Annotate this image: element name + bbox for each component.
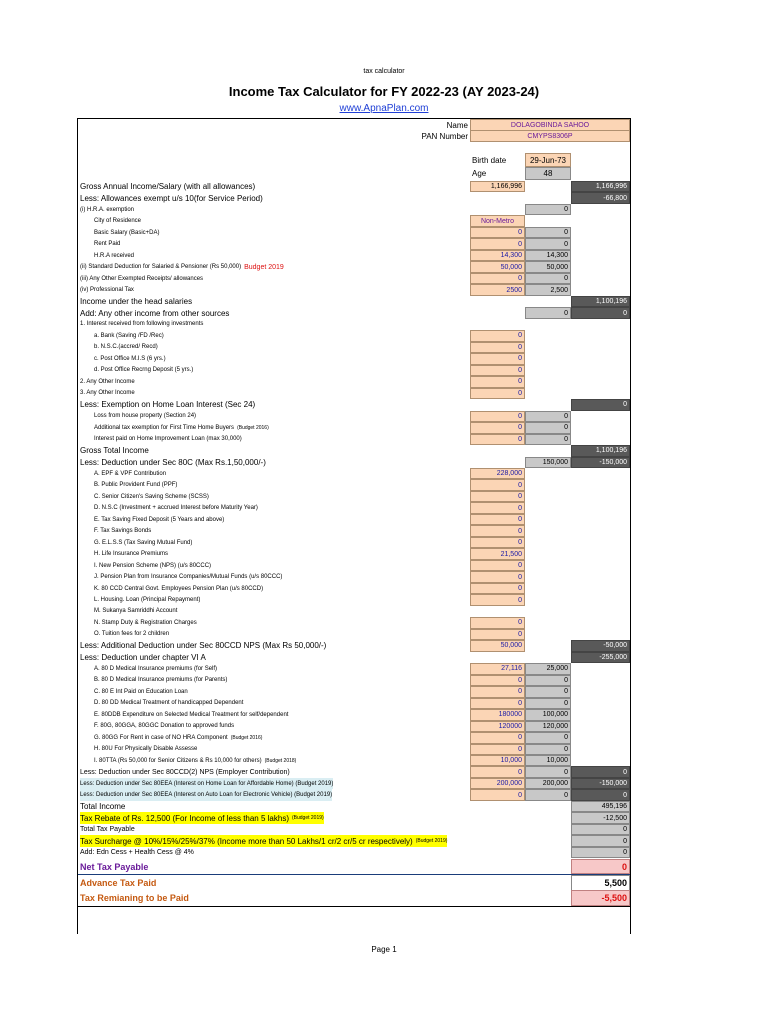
- computed-value: 1,100,196: [571, 296, 630, 307]
- row-label-text: C. Senior Citizen's Saving Scheme (SCSS): [94, 493, 209, 500]
- computed-value: 0: [525, 686, 571, 697]
- amount-input[interactable]: 0: [470, 411, 525, 422]
- computed-value: 150,000: [525, 457, 571, 468]
- table-row: [78, 789, 630, 800]
- row-label-text: d. Post Office Recrng Deposit (5 yrs.): [94, 367, 194, 374]
- computed-value: 0: [571, 399, 630, 410]
- row-label: [80, 847, 194, 858]
- row-label: [94, 353, 166, 364]
- row-label: [94, 560, 211, 571]
- computed-value: 100,000: [525, 709, 571, 720]
- row-label-text: I. 80TTA (Rs 50,000 for Senior Citizens & Rs 10,000 for others): [94, 757, 262, 764]
- budget-note: Budget 2019: [244, 263, 284, 271]
- amount-input[interactable]: 0: [470, 227, 525, 238]
- row-label-text: Tax Rebate of Rs. 12,500 (For Income of less than 5 lakhs): [80, 813, 289, 823]
- amount-input[interactable]: 0: [470, 479, 525, 490]
- table-row: [78, 824, 630, 835]
- budget-note: (Budget 2019): [292, 815, 324, 822]
- computed-value: 120,000: [525, 721, 571, 732]
- row-label: [80, 640, 326, 651]
- row-label: [94, 238, 120, 249]
- row-label: [80, 399, 255, 410]
- tax-calculator-sheet: [77, 118, 631, 934]
- row-label: [94, 250, 134, 261]
- table-row: [78, 284, 630, 295]
- table-row: [78, 686, 630, 697]
- computed-value: 0: [571, 847, 630, 858]
- row-label-text: C. 80 E Int Paid on Education Loan: [94, 688, 188, 695]
- computed-value: 0: [525, 789, 571, 800]
- row-label-text: F. Tax Savings Bonds: [94, 528, 152, 535]
- computed-value: 200,000: [525, 778, 571, 789]
- row-label: [80, 835, 447, 846]
- table-row: [78, 514, 630, 525]
- small-caption: tax calculator: [363, 68, 405, 75]
- row-label-text: City of Residence: [94, 218, 142, 225]
- table-row: [78, 319, 630, 330]
- row-label-text: (iii) Any Other Exempted Receipts/ allowances: [80, 275, 204, 282]
- table-row: [78, 445, 630, 456]
- row-label: [80, 284, 134, 295]
- table-row: [78, 744, 630, 755]
- computed-value: 0: [525, 307, 571, 318]
- table-row: [78, 342, 630, 353]
- row-label: [80, 192, 263, 203]
- row-label: [94, 434, 242, 445]
- computed-value: 0: [571, 307, 630, 318]
- row-label-text: L. Housing. Loan (Principal Repayment): [94, 597, 201, 603]
- pan-field[interactable]: CMYPS8306P: [470, 130, 630, 142]
- row-label: [94, 571, 282, 582]
- computed-value: -150,000: [571, 457, 630, 468]
- computed-value: 25,000: [525, 663, 571, 674]
- table-row: [78, 411, 630, 422]
- computed-value: 0: [571, 766, 630, 777]
- computed-value: 1,100,196: [571, 445, 630, 456]
- row-label: [80, 307, 229, 318]
- row-label-text: J. Pension Plan from Insurance Companies/Mutual Funds (u/s 80CCC): [94, 574, 283, 581]
- table-row: [78, 353, 630, 364]
- row-label-text: Additional tax exemption for First Time Home Buyers: [94, 424, 235, 431]
- table-row: [78, 801, 630, 812]
- table-row: [78, 181, 630, 192]
- table-row: [78, 238, 630, 249]
- row-label: [94, 342, 158, 353]
- row-label-text: A. EPF & VPF Contribution: [94, 470, 167, 477]
- computed-value: 0: [525, 238, 571, 249]
- amount-input[interactable]: 0: [470, 583, 525, 594]
- row-label-text: Interest paid on Home Improvement Loan (max 30,000): [94, 436, 242, 443]
- row-label-text: K. 80 CCD Central Govt. Employees Pension Plan (u/s 80CCD): [94, 585, 264, 592]
- row-label: [94, 479, 177, 490]
- budget-note: (Budget 2019): [415, 838, 448, 845]
- row-label-text: (i) H.R.A. exemption: [80, 206, 135, 213]
- amount-input[interactable]: 27,116: [470, 663, 525, 674]
- table-row: [78, 273, 630, 284]
- row-label-text: Basic Salary (Basic+DA): [94, 229, 160, 236]
- computed-value: -66,800: [571, 192, 630, 203]
- row-label: [94, 698, 243, 709]
- computed-value: 0: [571, 835, 630, 846]
- row-label-text: Total Income: [80, 802, 126, 812]
- pan-row: [78, 130, 630, 142]
- row-label: [94, 617, 197, 628]
- row-label: [94, 548, 168, 559]
- row-label: [80, 801, 125, 812]
- row-label: [80, 789, 332, 800]
- computed-value: 0: [525, 422, 571, 433]
- row-label-text: A. 80 D Medical Insurance premiums (for Self): [94, 665, 218, 672]
- row-label: [94, 594, 200, 605]
- summary-value: 0: [571, 859, 630, 874]
- table-row: [78, 617, 630, 628]
- table-row: [78, 296, 630, 307]
- row-label: [94, 411, 196, 422]
- row-label: [94, 755, 296, 766]
- table-row: [78, 261, 630, 272]
- summary-row: [78, 859, 630, 874]
- row-label-text: B. 80 D Medical Insurance premiums (for Parents): [94, 677, 228, 684]
- amount-input[interactable]: 0: [470, 502, 525, 513]
- amount-input[interactable]: 50,000: [470, 640, 525, 651]
- computed-value: 0: [525, 675, 571, 686]
- table-row: [78, 640, 630, 651]
- computed-value: 0: [525, 273, 571, 284]
- row-label: [80, 766, 290, 777]
- computed-value: -255,000: [571, 652, 630, 663]
- table-row: [78, 227, 630, 238]
- row-label: [80, 273, 203, 284]
- birth-date-field[interactable]: 29-Jun-73: [525, 153, 571, 167]
- name-label: Name: [446, 120, 468, 130]
- row-label: [94, 491, 209, 502]
- table-row: [78, 215, 630, 226]
- row-label: [80, 388, 135, 399]
- row-label-text: Gross Total Income: [80, 446, 149, 456]
- row-label-text: Add: Any other income from other sources: [80, 308, 230, 318]
- row-label-text: Total Tax Payable: [80, 826, 135, 834]
- table-row: [78, 491, 630, 502]
- table-row: [78, 652, 630, 663]
- table-row: [78, 560, 630, 571]
- row-label: [80, 778, 333, 789]
- amount-input[interactable]: 0: [470, 698, 525, 709]
- row-label: [94, 686, 188, 697]
- row-label: [94, 606, 177, 617]
- table-row: [78, 204, 630, 215]
- computed-value: 0: [571, 789, 630, 800]
- row-label: [80, 812, 324, 823]
- row-label-text: Less: Allowances exempt u/s 10(for Service Period): [80, 193, 263, 203]
- row-label-text: Less: Deduction under Sec 80CCD(2) NPS (Employer Contribution): [80, 768, 290, 776]
- row-label: [94, 502, 258, 513]
- table-row: [78, 675, 630, 686]
- row-label-text: Tax Surcharge @ 10%/15%/25%/37% (Income more than 50 Lakhs/1 cr/2 cr/5 cr respectively): [80, 836, 413, 846]
- row-label-text: 2. Any Other Income: [80, 378, 135, 385]
- amount-input[interactable]: 0: [470, 675, 525, 686]
- row-label-text: Loss from house property (Section 24): [94, 413, 197, 420]
- budget-note: (Budget 2016): [230, 734, 263, 741]
- amount-input[interactable]: 0: [470, 365, 525, 376]
- name-field[interactable]: DOLAGOBINDA SAHOO: [470, 119, 630, 131]
- row-label-text: Less: Additional Deduction under Sec 80CCD NPS (Max Rs 50,000/-): [80, 641, 327, 651]
- summary-row: [78, 890, 630, 907]
- table-row: [78, 502, 630, 513]
- row-label: [80, 261, 284, 272]
- row-label-text: G. E.L.S.S (Tax Saving Mutual Fund): [94, 539, 193, 546]
- summary-row: [78, 874, 630, 891]
- table-row: [78, 250, 630, 261]
- table-row: [78, 457, 630, 468]
- row-label-text: Gross Annual Income/Salary (with all allowances): [80, 182, 256, 192]
- amount-input[interactable]: 21,500: [470, 548, 525, 559]
- summary-label: Tax Remianing to be Paid: [80, 893, 189, 904]
- row-label-text: (iv) Professional Tax: [80, 287, 134, 294]
- row-label: [80, 181, 255, 192]
- row-label-text: Less: Deduction under chapter VI A: [80, 652, 206, 662]
- row-label: [80, 824, 135, 835]
- amount-input[interactable]: Non-Metro: [470, 215, 525, 226]
- row-label-text: H. 80U For Physically Disable Assesse: [94, 746, 198, 753]
- amount-input[interactable]: 0: [470, 629, 525, 640]
- table-row: [78, 835, 630, 846]
- amount-input[interactable]: 0: [470, 537, 525, 548]
- amount-input[interactable]: 0: [470, 342, 525, 353]
- table-row: [78, 721, 630, 732]
- computed-value: 14,300: [525, 250, 571, 261]
- row-label-text: H.R.A received: [94, 252, 135, 259]
- amount-input[interactable]: 200,000: [470, 778, 525, 789]
- row-label: [94, 468, 166, 479]
- row-label: [80, 652, 206, 663]
- amount-input[interactable]: 0: [470, 491, 525, 502]
- table-row: [78, 709, 630, 720]
- computed-value: 0: [525, 434, 571, 445]
- computed-value: -12,500: [571, 812, 630, 823]
- row-label-text: D. N.S.C (Investment + accrued Interest before Maturity Year): [94, 505, 258, 512]
- table-row: [78, 812, 630, 823]
- row-label: [94, 675, 227, 686]
- computed-value: 0: [525, 766, 571, 777]
- table-row: [78, 365, 630, 376]
- amount-input[interactable]: 0: [470, 238, 525, 249]
- amount-input[interactable]: 0: [470, 789, 525, 800]
- table-row: [78, 548, 630, 559]
- row-label: [80, 204, 134, 215]
- age-field: 48: [525, 167, 571, 180]
- row-label-text: Less: Deduction under Sec 80EEA (Interest on Auto Loan for Electronic Vehicle) (Budget 2019): [80, 792, 333, 799]
- amount-input[interactable]: 228,000: [470, 468, 525, 479]
- table-row: [78, 698, 630, 709]
- row-label-text: 3. Any Other Income: [80, 390, 135, 397]
- row-label-text: O. Tuition fees for 2 children: [94, 631, 170, 638]
- amount-input[interactable]: 0: [470, 514, 525, 525]
- row-label-text: 1. Interest received from following investments: [80, 321, 204, 328]
- amount-input[interactable]: 0: [470, 434, 525, 445]
- row-label-text: c. Post Office M.I.S (6 yrs.): [94, 355, 166, 362]
- amount-input[interactable]: 120000: [470, 721, 525, 732]
- computed-value: 0: [525, 744, 571, 755]
- row-label-text: Rent Paid: [94, 241, 121, 248]
- table-row: [78, 376, 630, 387]
- age-label: Age: [472, 169, 487, 178]
- table-row: [78, 629, 630, 640]
- row-label: [80, 296, 192, 307]
- amount-input[interactable]: 10,000: [470, 755, 525, 766]
- table-row: [78, 307, 630, 318]
- budget-note: (Budget 2016): [237, 424, 269, 431]
- row-label: [94, 732, 262, 743]
- row-label-text: Less: Deduction under Sec 80EEA (Interest on Home Loan for Affordable Home) (Budget 2019): [80, 780, 334, 787]
- age-row: [78, 167, 630, 180]
- row-label-text: (ii) Standard Deduction for Salaried & Pensioner (Rs 50,000): [80, 264, 242, 271]
- computed-value: 0: [525, 698, 571, 709]
- table-row: [78, 732, 630, 743]
- row-label: [94, 663, 217, 674]
- amount-input[interactable]: 0: [470, 273, 525, 284]
- advance-tax-input[interactable]: 5,500: [571, 875, 630, 891]
- row-label-text: D. 80 DD Medical Treatment of handicapped Dependent: [94, 700, 244, 707]
- table-row: [78, 847, 630, 858]
- row-label-text: B. Public Provident Fund (PPF): [94, 482, 178, 489]
- page-title: Income Tax Calculator for FY 2022-23 (AY 2023-24): [228, 84, 540, 99]
- table-row: [78, 434, 630, 445]
- computed-value: 0: [525, 411, 571, 422]
- computed-value: 50,000: [525, 261, 571, 272]
- computed-value: -50,000: [571, 640, 630, 651]
- row-label-text: Less: Exemption on Home Loan Interest (Sec 24): [80, 400, 256, 410]
- row-label: [80, 445, 149, 456]
- row-label: [94, 583, 263, 594]
- table-row: [78, 766, 630, 777]
- row-label: [94, 514, 224, 525]
- row-label: [80, 457, 266, 468]
- row-label-text: b. N.S.C.(accred/ Recd): [94, 344, 158, 351]
- amount-input[interactable]: 0: [470, 732, 525, 743]
- row-label: [94, 629, 169, 640]
- birth-row: [78, 153, 630, 167]
- amount-input[interactable]: 0: [470, 571, 525, 582]
- row-label: [94, 709, 288, 720]
- table-row: [78, 479, 630, 490]
- website-link[interactable]: www.ApnaPlan.com: [339, 103, 429, 114]
- table-row: [78, 778, 630, 789]
- table-row: [78, 330, 630, 341]
- row-label: [80, 319, 203, 330]
- computed-value: -150,000: [571, 778, 630, 789]
- table-row: [78, 192, 630, 203]
- computed-value: 1,166,996: [571, 181, 630, 192]
- row-label: [94, 215, 141, 226]
- amount-input[interactable]: 0: [470, 330, 525, 341]
- computed-value: 0: [571, 824, 630, 835]
- amount-input[interactable]: 180000: [470, 709, 525, 720]
- amount-input[interactable]: 0: [470, 388, 525, 399]
- table-row: [78, 399, 630, 410]
- row-label: [94, 365, 193, 376]
- amount-input[interactable]: 2500: [470, 284, 525, 295]
- amount-input[interactable]: 0: [470, 766, 525, 777]
- table-row: [78, 606, 630, 617]
- amount-input[interactable]: 0: [470, 422, 525, 433]
- row-label: [94, 227, 160, 238]
- row-label: [94, 537, 192, 548]
- row-label-text: M. Sukanya Samriddhi Account: [94, 608, 178, 615]
- row-label: [80, 376, 135, 387]
- table-row: [78, 583, 630, 594]
- table-row: [78, 755, 630, 766]
- table-row: [78, 663, 630, 674]
- row-label-text: N. Stamp Duty & Registration Charges: [94, 619, 197, 626]
- row-label-text: Add: Edn Cess + Health Cess @ 4%: [80, 849, 194, 857]
- row-label-text: F. 80G, 80GGA, 80GGC Donation to approved funds: [94, 723, 235, 730]
- table-row: [78, 594, 630, 605]
- amount-input[interactable]: 0: [470, 594, 525, 605]
- row-label-text: E. Tax Saving Fixed Deposit (5 Years and above): [94, 516, 225, 523]
- page-number: Page 1: [371, 945, 397, 954]
- table-row: [78, 468, 630, 479]
- row-label: [94, 330, 164, 341]
- amount-input[interactable]: 0: [470, 560, 525, 571]
- row-label-text: Income under the head salaries: [80, 297, 193, 307]
- amount-input[interactable]: 0: [470, 617, 525, 628]
- amount-input[interactable]: 50,000: [470, 261, 525, 272]
- table-row: [78, 388, 630, 399]
- amount-input[interactable]: 14,300: [470, 250, 525, 261]
- amount-input[interactable]: 0: [470, 376, 525, 387]
- computed-value: 495,196: [571, 801, 630, 812]
- budget-note: (Budget 2018): [264, 757, 297, 764]
- computed-value: 10,000: [525, 755, 571, 766]
- row-label: [94, 422, 269, 433]
- table-row: [78, 537, 630, 548]
- row-label: [94, 525, 151, 536]
- row-label-text: I. New Pension Scheme (NPS) (u/s 80CCC): [94, 562, 212, 569]
- amount-input[interactable]: 0: [470, 686, 525, 697]
- birth-label: Birth date: [472, 155, 507, 165]
- amount-input[interactable]: 1,166,996: [470, 181, 525, 192]
- table-row: [78, 422, 630, 433]
- computed-value: 0: [525, 227, 571, 238]
- summary-value: -5,500: [571, 890, 630, 906]
- row-label: [94, 721, 234, 732]
- amount-input[interactable]: 0: [470, 525, 525, 536]
- row-label-text: Less: Deduction under Sec 80C (Max Rs.1,50,000/-): [80, 457, 266, 467]
- computed-value: 0: [525, 732, 571, 743]
- row-label-text: E. 80DDB Expenditure on Selected Medical Treatment for self/dependent: [94, 711, 289, 718]
- pan-label: PAN Number: [421, 131, 468, 141]
- amount-input[interactable]: 0: [470, 353, 525, 364]
- table-row: [78, 571, 630, 582]
- row-label-text: G. 80GG For Rent in case of NO HRA Component: [94, 734, 228, 741]
- computed-value: 2,500: [525, 284, 571, 295]
- row-label: [94, 744, 197, 755]
- amount-input[interactable]: 0: [470, 744, 525, 755]
- summary-label: Advance Tax Paid: [80, 878, 157, 889]
- summary-label: Net Tax Payable: [80, 861, 149, 872]
- row-label-text: H. Life Insurance Premiums: [94, 551, 169, 558]
- computed-value: 0: [525, 204, 571, 215]
- row-label-text: a. Bank (Saving /FD /Rec): [94, 332, 164, 339]
- table-row: [78, 525, 630, 536]
